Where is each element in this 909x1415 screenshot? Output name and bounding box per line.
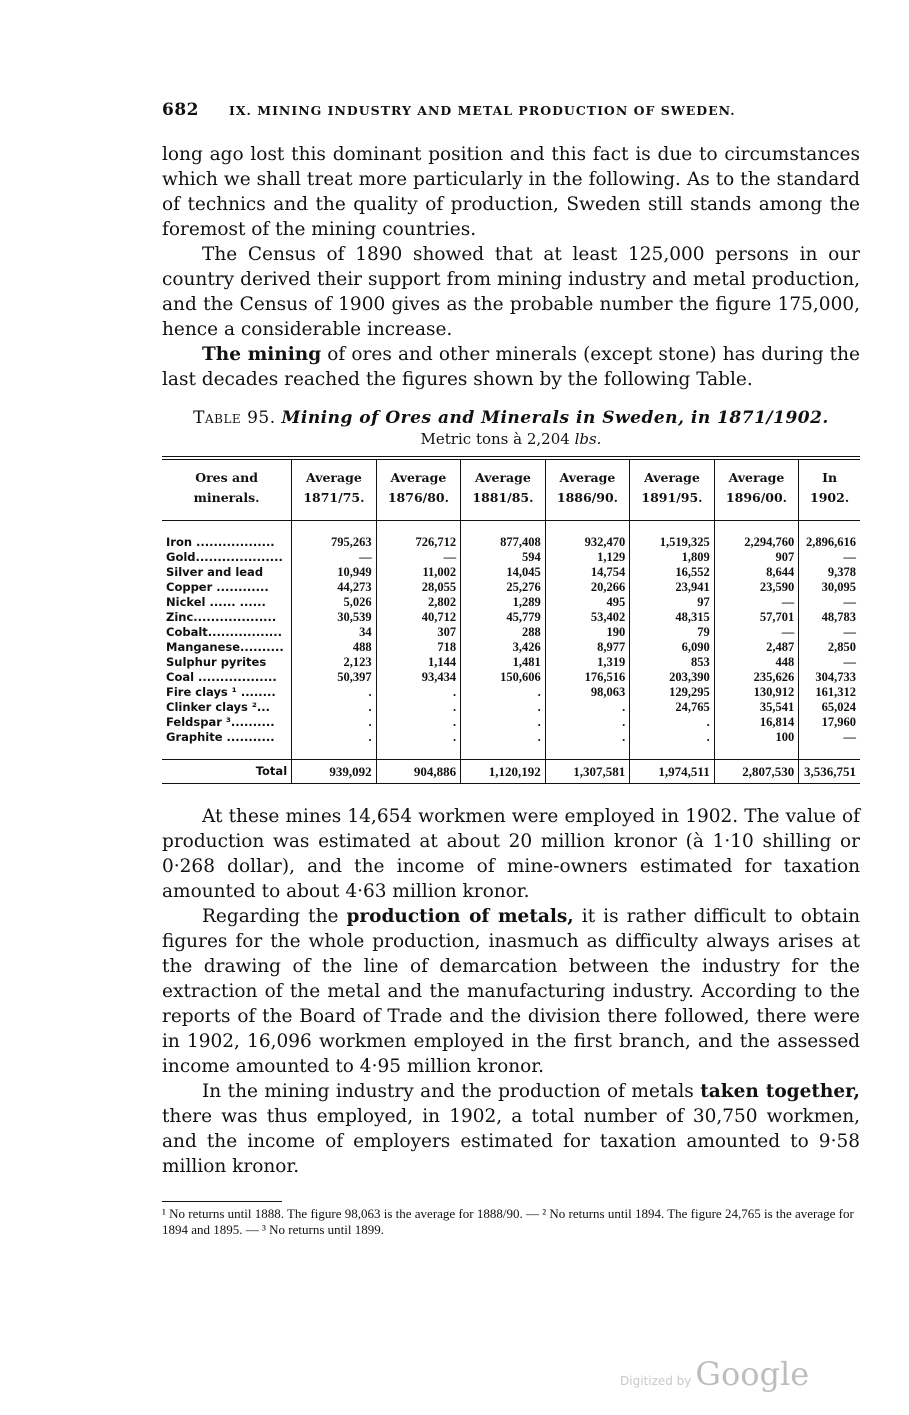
table-cell: 14,754 — [545, 565, 630, 580]
table-cell: 17,960 — [799, 715, 860, 730]
table-header-cell: In 1902. — [799, 458, 860, 521]
table-cell: 150,606 — [461, 670, 546, 685]
table-cell: 100 — [714, 730, 799, 745]
page-number: 682 — [162, 100, 199, 120]
table-caption — [162, 408, 860, 428]
table-cell: 853 — [630, 655, 715, 670]
table-header-cell: Average 1886/90. — [545, 458, 630, 521]
table-cell: . — [376, 685, 461, 700]
table-cell: 2,294,760 — [714, 535, 799, 550]
table-cell: 34 — [292, 625, 377, 640]
table-cell: — — [292, 550, 377, 565]
table-cell: 2,487 — [714, 640, 799, 655]
table-cell: 8,644 — [714, 565, 799, 580]
table-header-cell: Average 1871/75. — [292, 458, 377, 521]
digitized-watermark: Digitized by Google — [620, 1355, 810, 1393]
table-cell: 65,024 — [799, 700, 860, 715]
table-cell: . — [545, 700, 630, 715]
running-head — [162, 100, 860, 120]
paragraph-1: long ago lost this dominant position and this fact is due to circumstances which we shall treat more particularly in the following. As to the standard of technics and the quality of production, Sweden still stands among the foremost of the mining countries. — [162, 144, 860, 240]
table-cell: 16,814 — [714, 715, 799, 730]
paragraph-3-rest: of ores and other minerals (except stone) has during the last decades reached the figures shown by the following Table. — [162, 344, 860, 390]
table-header-cell: Average 1891/95. — [630, 458, 715, 521]
table-cell: 2,850 — [799, 640, 860, 655]
table-header-row — [162, 458, 860, 521]
table-cell: . — [461, 685, 546, 700]
chapter-title: IX. MINING INDUSTRY AND METAL PRODUCTION OF SWEDEN. — [229, 103, 736, 118]
table-cell: 1,519,325 — [630, 535, 715, 550]
table-cell: 40,712 — [376, 610, 461, 625]
table-cell: 1,809 — [630, 550, 715, 565]
table-cell: . — [376, 730, 461, 745]
table-cell: 14,045 — [461, 565, 546, 580]
table-row — [162, 700, 860, 715]
table-subtitle: Metric tons à 2,204 lbs. — [420, 430, 602, 448]
table-cell: 97 — [630, 595, 715, 610]
table-cell: 24,765 — [630, 700, 715, 715]
table-cell: 11,002 — [376, 565, 461, 580]
table-row — [162, 610, 860, 625]
table-cell: 10,949 — [292, 565, 377, 580]
table-cell: . — [630, 715, 715, 730]
mineral-name: Nickel ...... ...... — [166, 595, 266, 609]
table-cell: 304,733 — [799, 670, 860, 685]
mineral-name: Zinc................... — [166, 610, 277, 624]
table-cell: 1,129 — [545, 550, 630, 565]
table-cell: 129,295 — [630, 685, 715, 700]
table-cell: — — [799, 595, 860, 610]
table-row — [162, 535, 860, 550]
table-body — [162, 521, 860, 784]
total-cell: 2,807,530 — [714, 760, 799, 784]
table-row — [162, 550, 860, 565]
table-row — [162, 685, 860, 700]
table-cell: 48,315 — [630, 610, 715, 625]
table-cell: 495 — [545, 595, 630, 610]
total-cell: 904,886 — [376, 760, 461, 784]
mineral-name: Silver and lead — [166, 565, 264, 579]
table-cell: 1,319 — [545, 655, 630, 670]
table-cell: . — [545, 730, 630, 745]
table-row — [162, 655, 860, 670]
table-row — [162, 565, 860, 580]
table-cell: 44,273 — [292, 580, 377, 595]
table-cell: 1,289 — [461, 595, 546, 610]
table-label: Table 95. — [193, 408, 276, 428]
table-cell: 48,783 — [799, 610, 860, 625]
total-cell: 1,974,511 — [630, 760, 715, 784]
table-row — [162, 715, 860, 730]
table-cell: — — [714, 625, 799, 640]
table-cell: 16,552 — [630, 565, 715, 580]
table-cell: 130,912 — [714, 685, 799, 700]
table-cell: 28,055 — [376, 580, 461, 595]
table-cell: 877,408 — [461, 535, 546, 550]
total-cell: 1,120,192 — [461, 760, 546, 784]
table-header-cell: Ores and minerals. — [162, 458, 292, 521]
table-title: Mining of Ores and Minerals in Sweden, in 1871/1902. — [281, 408, 829, 428]
paragraph-3 — [162, 342, 860, 392]
table-cell: 190 — [545, 625, 630, 640]
table-cell: 5,026 — [292, 595, 377, 610]
table-cell: 45,779 — [461, 610, 546, 625]
table-cell: 203,390 — [630, 670, 715, 685]
table-cell: 932,470 — [545, 535, 630, 550]
total-cell: 3,536,751 — [799, 760, 860, 784]
mineral-name: Copper ............ — [166, 580, 269, 594]
table-cell: 288 — [461, 625, 546, 640]
mineral-name: Fire clays ¹ ........ — [166, 685, 276, 699]
total-label: Total — [162, 760, 292, 784]
table-cell: 3,426 — [461, 640, 546, 655]
table-row — [162, 730, 860, 745]
table-cell: — — [799, 655, 860, 670]
total-cell: 1,307,581 — [545, 760, 630, 784]
mineral-name: Sulphur pyrites — [166, 655, 267, 669]
table-row — [162, 625, 860, 640]
table-cell: 907 — [714, 550, 799, 565]
mining-lead: The mining — [202, 344, 322, 365]
table-cell: 2,123 — [292, 655, 377, 670]
table-cell: . — [461, 715, 546, 730]
mineral-name: Cobalt................. — [166, 625, 283, 639]
table-cell: 307 — [376, 625, 461, 640]
table-cell: 488 — [292, 640, 377, 655]
table-spacer — [162, 521, 860, 536]
table-cell: 718 — [376, 640, 461, 655]
table-cell: 8,977 — [545, 640, 630, 655]
table-cell: 594 — [461, 550, 546, 565]
mineral-name: Clinker clays ²... — [166, 700, 270, 714]
table-cell: 30,095 — [799, 580, 860, 595]
table-cell: . — [292, 715, 377, 730]
table-cell: — — [799, 730, 860, 745]
table-cell: . — [630, 730, 715, 745]
table-cell: — — [714, 595, 799, 610]
paragraph-4: At these mines 14,654 workmen were employed in 1902. The value of production was estimated at about 20 million kronor (à 1·10 shilling or 0·268 dollar), and the income of mine-owners estimated for taxation amounted to about 4·63 million kronor. — [162, 806, 860, 902]
table-cell: 9,378 — [799, 565, 860, 580]
minerals-table — [162, 456, 860, 784]
table-cell: 2,802 — [376, 595, 461, 610]
taken-together: taken together, — [700, 1081, 860, 1102]
table-cell: 93,434 — [376, 670, 461, 685]
footnote-rule — [162, 1201, 282, 1202]
table-header-cell: Average 1896/00. — [714, 458, 799, 521]
google-logo: Google — [695, 1355, 810, 1393]
table-cell: . — [461, 700, 546, 715]
mineral-name: Iron .................. — [166, 535, 275, 549]
table-cell: 795,263 — [292, 535, 377, 550]
table-cell: 176,516 — [545, 670, 630, 685]
table-cell: . — [292, 730, 377, 745]
table-cell: 53,402 — [545, 610, 630, 625]
table-cell: 161,312 — [799, 685, 860, 700]
table-cell: 50,397 — [292, 670, 377, 685]
table-spacer — [162, 745, 860, 760]
table-cell: 235,626 — [714, 670, 799, 685]
table-cell: 6,090 — [630, 640, 715, 655]
table-cell: 2,896,616 — [799, 535, 860, 550]
paragraph-2: The Census of 1890 showed that at least 125,000 persons in our country derived their support from mining industry and metal production, and the Census of 1900 gives as the probable number the figure 175,000, hence a considerable increase. — [162, 244, 860, 340]
table-cell: 1,144 — [376, 655, 461, 670]
table-cell: . — [545, 715, 630, 730]
table-header-cell: Average 1876/80. — [376, 458, 461, 521]
mineral-name: Manganese.......... — [166, 640, 284, 654]
table-cell: . — [376, 700, 461, 715]
table-cell: 79 — [630, 625, 715, 640]
mineral-name: Graphite ........... — [166, 730, 275, 744]
total-cell: 939,092 — [292, 760, 377, 784]
table-cell: 35,541 — [714, 700, 799, 715]
table-cell: 448 — [714, 655, 799, 670]
table-row — [162, 670, 860, 685]
footnotes: ¹ No returns until 1888. The figure 98,063 is the average for 1888/90. — ² No returns until 1894. The figure 24,765 is the average for 1894 and 1895. — ³ No returns until 1899. — [162, 1206, 854, 1237]
table-cell: 726,712 — [376, 535, 461, 550]
table-cell: . — [461, 730, 546, 745]
mineral-name: Gold.................... — [166, 550, 283, 564]
table-cell: 23,590 — [714, 580, 799, 595]
table-row — [162, 595, 860, 610]
paragraph-6: In the mining industry and the production of metals taken together, there was thus employed, in 1902, a total number of 30,750 workmen, and the income of employers estimated for taxation amounted to 9·58 million kronor. — [162, 1081, 860, 1177]
table-cell: — — [799, 550, 860, 565]
table-cell: 98,063 — [545, 685, 630, 700]
table-row — [162, 580, 860, 595]
table-cell: — — [799, 625, 860, 640]
table-cell: 23,941 — [630, 580, 715, 595]
table-cell: — — [376, 550, 461, 565]
table-cell: . — [292, 700, 377, 715]
table-row — [162, 640, 860, 655]
table-header-cell: Average 1881/85. — [461, 458, 546, 521]
page-body — [162, 100, 860, 1238]
table-cell: 20,266 — [545, 580, 630, 595]
table-cell: 57,701 — [714, 610, 799, 625]
table-cell: 30,539 — [292, 610, 377, 625]
table-cell: 25,276 — [461, 580, 546, 595]
table-cell: . — [292, 685, 377, 700]
table-cell: . — [376, 715, 461, 730]
mineral-name: Coal .................. — [166, 670, 277, 684]
production-of-metals: production of metals, — [346, 906, 574, 927]
table-cell: 1,481 — [461, 655, 546, 670]
total-row — [162, 760, 860, 784]
mineral-name: Feldspar ³.......... — [166, 715, 275, 729]
paragraph-5: Regarding the production of metals, it is rather difficult to obtain figures for the whole production, inasmuch as difficulty always arises at the drawing of the line of demarcation between the industry for the extraction of the metal and the manufacturing industry. According to the reports of the Board of Trade and the division there followed, there were in 1902, 16,096 workmen employed in the first branch, and the assessed income amounted to 4·95 million kronor. — [162, 906, 860, 1077]
